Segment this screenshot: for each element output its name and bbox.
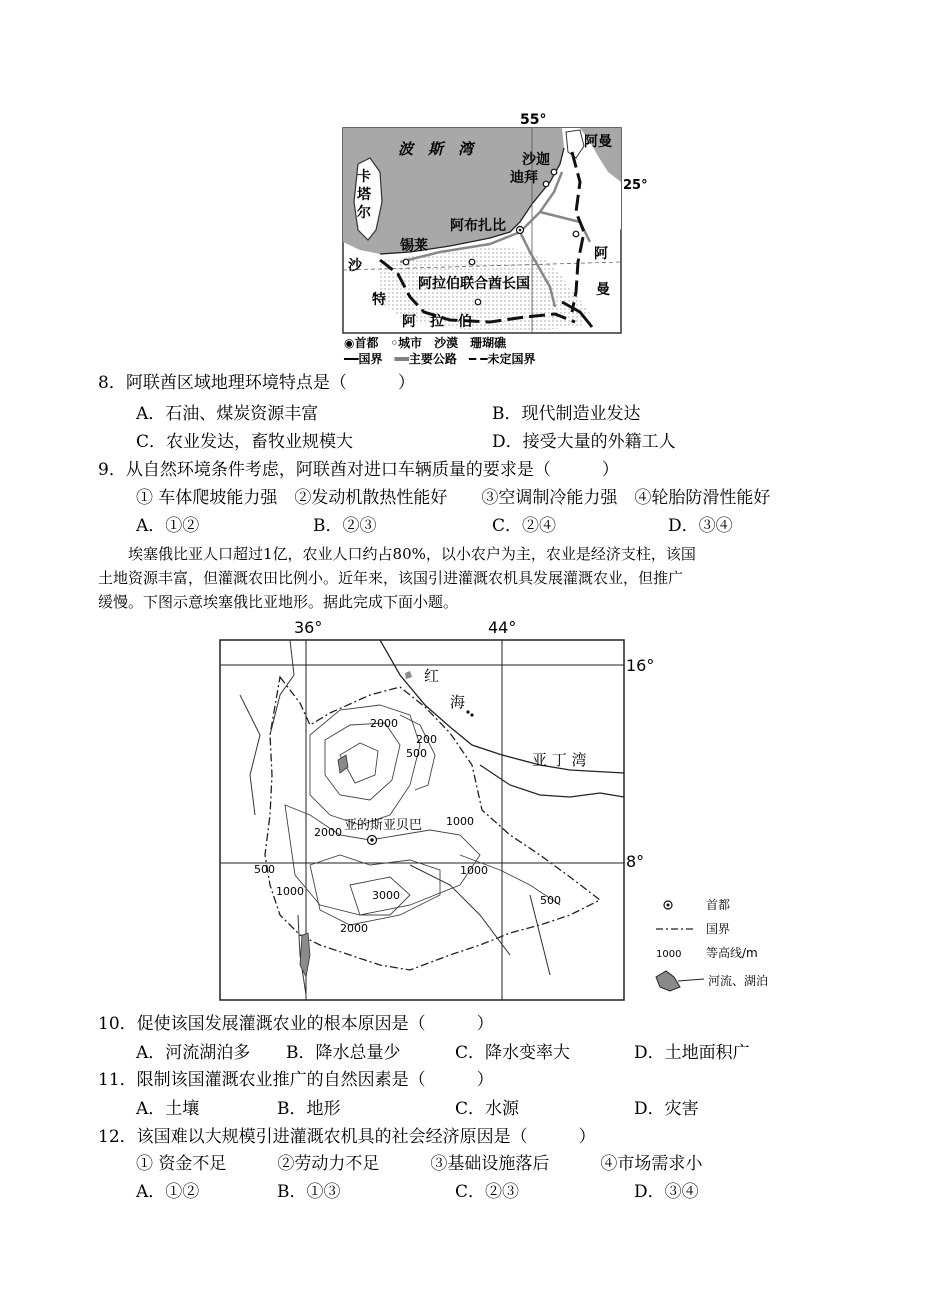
- meridian-label: 55°: [520, 112, 547, 128]
- red-sea-label-2: 海: [450, 693, 466, 711]
- passage-line-2: 土地资源丰富，但灌溉农田比例小。近年来，该国引进灌溉农机具发展灌溉农业，但推广: [98, 569, 684, 587]
- q9-option-d[interactable]: D．③④: [668, 516, 733, 536]
- question-10-stem: 10．促使该国发展灌溉农业的根本原因是（ ）: [98, 1014, 494, 1034]
- q9-option-a[interactable]: A．①②: [136, 516, 200, 536]
- ethiopia-map: [210, 615, 800, 1005]
- question-11-stem: 11．限制该国灌溉农业推广的自然因素是（ ）: [98, 1070, 494, 1090]
- q11-option-c[interactable]: C．水源: [455, 1099, 520, 1119]
- contour-label: 3000: [372, 889, 400, 902]
- gulf-of-aden-label: 亚 丁 湾: [532, 751, 587, 769]
- q12-option-a[interactable]: A．①②: [136, 1182, 200, 1202]
- contour-label: 500: [406, 747, 427, 760]
- xilai-label: 锡莱: [400, 238, 428, 254]
- arabia-label: 阿 拉 伯: [402, 314, 472, 330]
- legend-contour-sample: 1000: [656, 949, 682, 960]
- persian-gulf-label: 波 斯 湾: [398, 140, 474, 158]
- oman-top-label: 阿曼: [584, 134, 612, 150]
- q12-items: ① 资金不足 ②劳动力不足 ③基础设施落后 ④市场需求小: [136, 1154, 703, 1174]
- question-8-stem: 8．阿联酋区域地理环境特点是（ ）: [98, 373, 415, 393]
- contour-label: 2000: [370, 717, 398, 730]
- legend-border-label: 国界: [706, 922, 731, 936]
- latitude-8-label: 8°: [626, 852, 645, 871]
- passage-line-3: 缓慢。下图示意埃塞俄比亚地形。据此完成下面小题。: [98, 593, 459, 611]
- latitude-16-label: 16°: [626, 656, 655, 675]
- q12-option-c[interactable]: C．②③: [455, 1182, 520, 1202]
- legend-contour-label: 等高线/m: [706, 946, 758, 960]
- q8-option-a[interactable]: A．石油、煤炭资源丰富: [136, 404, 319, 424]
- passage-line-1: 埃塞俄比亚人口超过1亿，农业人口约占80%，以小农户为主，农业是经济支柱，该国: [98, 545, 696, 563]
- q9-option-b[interactable]: B．②③: [313, 516, 377, 536]
- q12-option-d[interactable]: D．③④: [634, 1182, 699, 1202]
- contour-label: 2000: [340, 922, 368, 935]
- contour-label: 1000: [276, 885, 304, 898]
- sharjah-label: 沙迦: [522, 152, 550, 168]
- q8-option-b[interactable]: B．现代制造业发达: [492, 404, 641, 424]
- contour-label: 2000: [314, 826, 342, 839]
- ethiopia-map-figure: [210, 615, 800, 1005]
- q11-option-d[interactable]: D．灾害: [634, 1099, 699, 1119]
- contour-label: 1000: [446, 815, 474, 828]
- addis-ababa-label: 亚的斯亚贝巴: [344, 818, 423, 833]
- q10-option-c[interactable]: C．降水变率大: [455, 1043, 571, 1063]
- question-12-stem: 12．该国难以大规模引进灌溉农机具的社会经济原因是（ ）: [98, 1127, 596, 1147]
- red-sea-label-1: 红: [424, 667, 440, 685]
- q8-option-c[interactable]: C．农业发达，畜牧业规模大: [136, 432, 354, 452]
- qatar-label: 卡 塔 尔: [357, 169, 371, 221]
- oman-right-label-2: 曼: [596, 282, 610, 298]
- q10-option-d[interactable]: D．土地面积广: [634, 1043, 750, 1063]
- legend-capital-label: 首都: [706, 898, 731, 912]
- saudi-label-1: 沙: [348, 258, 362, 274]
- map1-legend-row-2: ━━国界 ══主要公路 ━ ━未定国界: [344, 352, 536, 366]
- contour-label: 500: [540, 894, 561, 907]
- legend-water-label: 河流、湖泊: [708, 974, 769, 988]
- q11-option-b[interactable]: B．地形: [277, 1099, 341, 1119]
- q10-option-a[interactable]: A．河流湖泊多: [136, 1043, 251, 1063]
- q8-option-d[interactable]: D．接受大量的外籍工人: [492, 432, 676, 452]
- uae-map: [340, 112, 648, 370]
- abu-dhabi-label: 阿布扎比: [450, 218, 506, 234]
- contour-label: 500: [254, 863, 275, 876]
- q9-option-c[interactable]: C．②④: [492, 516, 557, 536]
- uae-map-figure: [340, 112, 648, 370]
- longitude-36-label: 36°: [294, 618, 323, 637]
- contour-label: 200: [416, 733, 437, 746]
- q10-option-b[interactable]: B．降水总量少: [286, 1043, 401, 1063]
- map1-legend-row-1: ◉首都 ◦城市 沙漠 珊瑚礁: [344, 336, 507, 350]
- map2-legend: [656, 897, 768, 991]
- q9-items: ① 车体爬坡能力强 ②发动机散热性能好 ③空调制冷能力强 ④轮胎防滑性能好: [136, 488, 771, 508]
- q11-option-a[interactable]: A．土壤: [136, 1099, 200, 1119]
- saudi-label-2: 特: [372, 292, 386, 308]
- dubai-label: 迪拜: [510, 170, 538, 186]
- longitude-44-label: 44°: [488, 618, 517, 637]
- oman-right-label-1: 阿: [594, 246, 608, 262]
- contour-label: 1000: [460, 864, 488, 877]
- q12-option-b[interactable]: B．①③: [277, 1182, 341, 1202]
- parallel-label: 25°: [623, 178, 648, 193]
- question-9-stem: 9．从自然环境条件考虑，阿联酋对进口车辆质量的要求是（ ）: [98, 460, 619, 480]
- uae-label: 阿拉伯联合酋长国: [418, 276, 530, 292]
